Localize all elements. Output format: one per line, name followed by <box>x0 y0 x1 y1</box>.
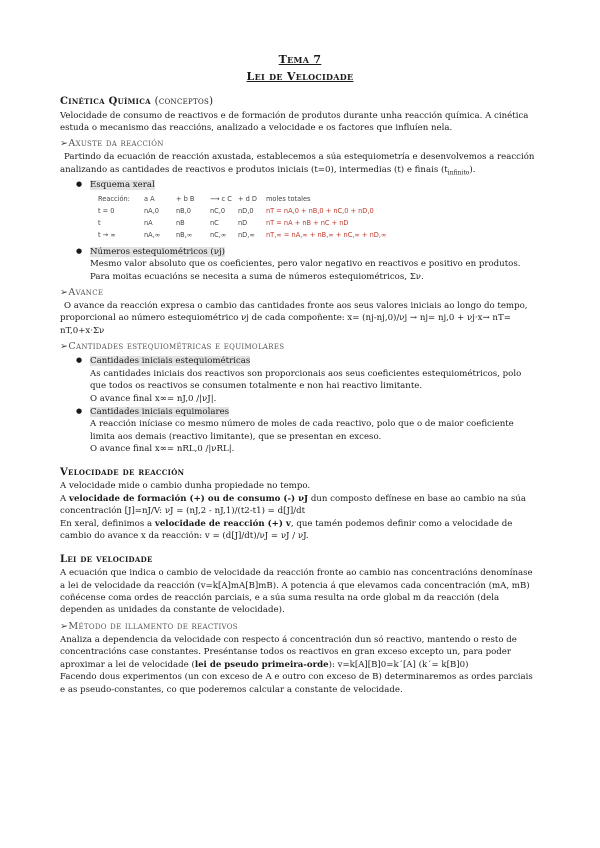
list-item <box>90 406 540 456</box>
velocidade-line-1: A velocidade mide o cambio dunha propiedade no tempo. <box>60 481 311 492</box>
cinetica-heading <box>60 95 540 110</box>
list-item <box>90 179 540 191</box>
scheme-cell: t = 0 <box>98 207 115 216</box>
scheme-cell: nA,∞ <box>144 231 161 240</box>
cantidades-heading-text: Cantidades estequiométricas e equimolares <box>68 341 285 353</box>
numeros-label: Números estequiométricos (νj) <box>90 246 225 257</box>
scheme-cell: nD <box>238 219 248 228</box>
scheme-cell: nA,0 <box>144 207 159 216</box>
scheme-cell: nB,0 <box>176 207 191 216</box>
equimolares-line-1: A reacción iníciase co mesmo número de moles de cada reactivo, polo que o de maior coeficiente limita aos demais (reactivo limitante), que se presentan en exceso. <box>90 419 514 442</box>
scheme-cell: nT,∞ = nA,∞ + nB,∞ + nC,∞ + nD,∞ <box>266 231 387 240</box>
list-item <box>90 246 540 283</box>
lei-title: Lei de Velocidade <box>246 69 354 83</box>
numeros-line-1: Mesmo valor absoluto que os coeficientes, pero valor negativo en reactivos e positivo en produtos. <box>90 259 521 270</box>
scheme-cell: t <box>98 219 101 228</box>
lei-paragraph: A ecuación que indica o cambio de velocidade da reacción fronte ao cambio nas concentracións denomínase a lei de velocidade da reacción (v=k[A]mA[B]mB). A potencia á que elevamos cada concentración (mA, mB) coñécense coma ordes de reacción parciais, e a súa suma resulta na orde global m da reacción (dela dependen as unidades da constante de velocidade). <box>60 568 533 616</box>
axuste-paragraph <box>60 151 540 178</box>
scheme-cell: nD,0 <box>238 207 254 216</box>
cinetica-heading-text: Cinética Química <box>60 96 151 107</box>
velocidade-line-2a: A <box>60 493 69 504</box>
scheme-cell: nB,∞ <box>176 231 193 240</box>
arrow-icon: ➢ <box>60 620 69 632</box>
scheme-cell: nA <box>144 219 153 228</box>
velocidade-line-2c: dun composto defínese en base ao cambio na súa concentración [J]=nJ/V: νJ = (nJ,2 - nJ,1)/(t2-t1) = d[J]/dt <box>60 493 527 517</box>
metodo-p1c: ): v=k[A][B]0=k´[A] (k´= k[B]0) <box>328 659 469 670</box>
list-item <box>90 355 540 405</box>
scheme-cell: nB <box>176 219 185 228</box>
estequiometricas-line-2: O avance final x∞= nJ,0 /|νJ|. <box>90 393 217 404</box>
arrow-icon: ➢ <box>60 341 69 353</box>
metodo-heading-text: Método de illamento de reactivos <box>68 620 238 632</box>
axuste-heading-text: Axuste da reacción <box>68 138 164 150</box>
scheme-cell: + d D <box>238 195 257 204</box>
velocidade-heading: Velocidade de reacción <box>60 466 185 478</box>
axuste-paragraph-text: Partindo da ecuación de reacción axustada, establecemos a súa estequiometría e desenvolvemos a reacción analizando as cantidades de reactivos e produtos iniciais (t=0), intermedias (t) e finais (t <box>60 152 535 175</box>
axuste-paragraph-sub: infinito <box>447 169 470 177</box>
avance-paragraph: O avance da reacción expresa o cambio das cantidades fronte aos seus valores iniciais ao longo do tempo, proporcional ao número estequiométrico νj de cada compoñente: x= (nj-nj,0)/νj → nj= nj,0 + νj·x→ nT= nT,0+x·Σν <box>60 300 528 336</box>
axuste-paragraph-end: ). <box>469 164 476 175</box>
velocidade-line-3a: En xeral, definimos a <box>60 518 155 529</box>
scheme-cell: moles totales <box>266 195 311 204</box>
esquema-label: Esquema xeral <box>90 180 155 191</box>
avance-heading-text: Avance <box>68 286 104 298</box>
equimolares-label: Cantidades iniciais equimolares <box>90 406 230 417</box>
scheme-cell: nT = nA + nB + nC + nD <box>266 219 349 228</box>
velocidade-line-3c: , que tamén podemos definir como a velocidade de cambio do avance x da reacción: v = (d[J]/dt)/νJ = νJ / νJ. <box>60 518 513 542</box>
axuste-list-2 <box>60 246 540 283</box>
scheme-cell: nC,0 <box>210 207 226 216</box>
cinetica-paragraph: Velocidade de consumo de reactivos e de formación de produtos durante unha reacción química. A cinética estuda o mecanismo das reaccións, analizado a velocidade e os factores que influíen nela. <box>60 110 529 133</box>
scheme-cell: ⟶ c C <box>210 195 232 204</box>
metodo-paragraph-1 <box>60 634 540 671</box>
scheme-cell: nC <box>210 219 219 228</box>
velocidade-line-3 <box>60 518 540 543</box>
cantidades-heading <box>60 340 540 354</box>
scheme-cell: + b B <box>176 195 195 204</box>
estequiometricas-line-1: As cantidades iniciais dos reactivos son proporcionais aos seus coeficientes estequiométricos, polo que todos os reactivos se consumen totalmente e non hai reactivo limitante. <box>90 368 522 392</box>
reaction-scheme-table <box>98 195 386 243</box>
velocidade-line-2 <box>60 493 540 518</box>
equimolares-line-2: O avance final x∞= nRL,0 /|νRL|. <box>90 444 235 455</box>
lei-heading: Lei de velocidade <box>60 553 153 565</box>
scheme-row <box>98 195 386 207</box>
estequiometricas-label: Cantidades iniciais estequiométricas <box>90 356 251 367</box>
velocidade-line-3b: velocidade de reacción (+) v <box>154 518 291 529</box>
scheme-row <box>98 219 386 231</box>
scheme-cell: nD,∞ <box>238 231 255 240</box>
cinetica-heading-suffix: (conceptos) <box>154 96 214 107</box>
scheme-row <box>98 231 386 243</box>
numeros-line-2: Para moitas ecuacións se necesita a suma de números estequiométricos, Σν. <box>90 271 424 282</box>
velocidade-line-2b: velocidade de formación (+) ou de consumo (-) νJ <box>68 493 309 504</box>
axuste-list <box>60 179 540 191</box>
scheme-cell: t → ∞ <box>98 231 116 240</box>
scheme-cell: nT = nA,0 + nB,0 + nC,0 + nD,0 <box>266 207 374 216</box>
axuste-heading <box>60 137 540 151</box>
scheme-row <box>98 207 386 219</box>
scheme-cell: Reacción: <box>98 195 130 204</box>
scheme-cell: nC,∞ <box>210 231 227 240</box>
metodo-paragraph-2: Facendo dous experimentos (un con exceso de A e outro con exceso de B) determinaremos as ordes parciais e as pseudo-constantes, co que poderemos calcular a constante de velocidade. <box>60 672 533 695</box>
cantidades-list <box>60 355 540 456</box>
arrow-icon: ➢ <box>60 138 69 150</box>
metodo-p1b: lei de pseudo primeira-orde <box>194 659 329 670</box>
arrow-icon: ➢ <box>60 286 69 298</box>
avance-heading <box>60 286 540 300</box>
tema-title: Tema 7 <box>278 53 322 66</box>
metodo-p1a: Analiza a dependencia da velocidade con respecto á concentración dun só reactivo, mantendo o resto de concentracións case constantes. Preséntanse todos os reactivos en gran exceso excepto un, para poder aproximar a lei de velocidade ( <box>60 634 517 670</box>
metodo-heading <box>60 620 540 634</box>
scheme-cell: a A <box>144 195 155 204</box>
